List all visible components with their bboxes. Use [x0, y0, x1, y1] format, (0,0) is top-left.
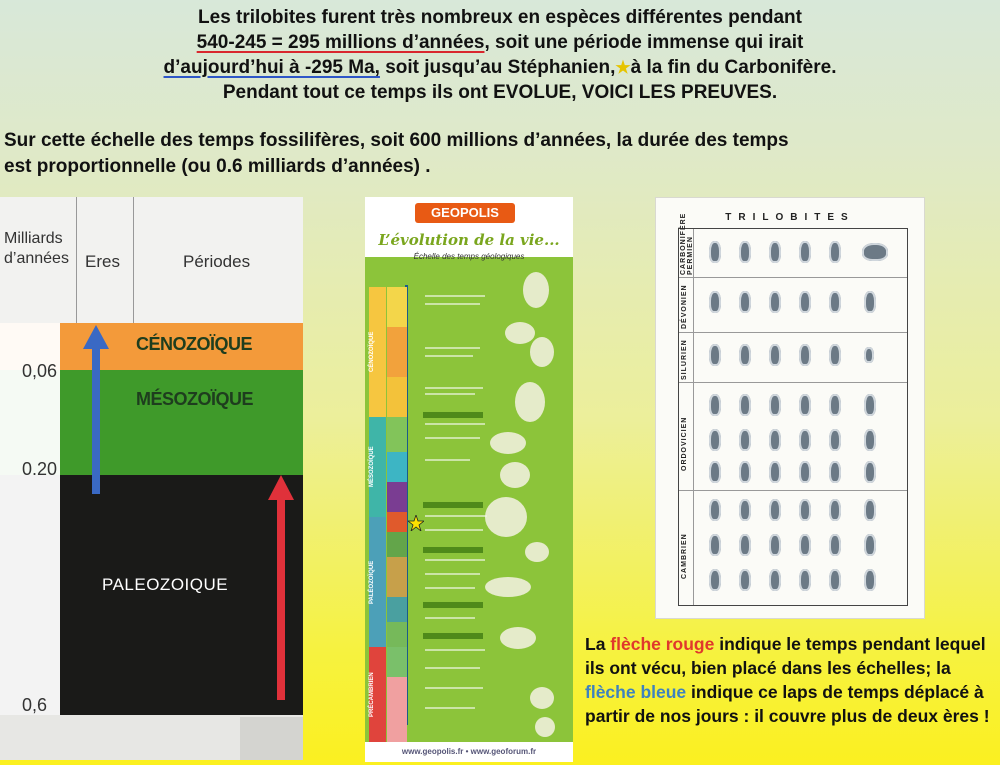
time-scale: [0, 197, 303, 760]
column-header-periodes: Périodes: [183, 252, 251, 271]
today-underlined: d’aujourd’hui à -295 Ma,: [163, 57, 380, 78]
row-label-devonien: DÉVONIEN: [681, 284, 688, 329]
trilobites-chart: [655, 197, 925, 619]
row-label-silurien: SILURIEN: [681, 339, 688, 380]
column-header-milliards: Milliards d’années: [4, 230, 69, 267]
tick-0-6: 0,6: [22, 695, 48, 715]
header-line-3-rest-b: à la fin du Carbonifère.: [630, 57, 837, 78]
header-line-3-rest-a: soit jusqu’au Stéphanien,: [379, 57, 616, 78]
paleozoique-label: PALEOZOIQUE: [102, 575, 229, 594]
header-line-2: [0, 31, 1000, 55]
poster-subtitle: Échelle des temps géologiques: [413, 252, 525, 261]
poster-era-precambrien: PRÉCAMBRIEN: [369, 672, 375, 717]
mesozoique-label: MÉSOZOÏQUE: [136, 389, 254, 409]
header-line-2-rest: , soit une période immense qui irait: [484, 32, 804, 53]
star-icon: [408, 515, 424, 531]
cenozoique-label: CÉNOZOÏQUE: [136, 334, 253, 354]
arrows: [0, 197, 303, 760]
column-header-eres: Eres: [85, 252, 120, 271]
header-line-1: Les trilobites furent très nombreux en espèces différentes pendant: [198, 7, 802, 28]
header-line-4: Pendant tout ce temps ils ont EVOLUE, VOICI LES PREUVES.: [222, 82, 778, 103]
duration-underlined: 540-245 = 295 millions d’années: [196, 32, 485, 53]
blue-arrow-label: flèche bleue: [585, 682, 687, 702]
poster-era-mesozoique: MÉSOZOÏQUE: [369, 446, 375, 488]
arrow-explanation: La flèche rouge indique le temps pendant lequel ils ont vécu, bien placé dans les échelles; la flèche bleue indique ce laps de temps déplacé à partir de nos jours : il couvre plus de deux ères !: [585, 634, 990, 726]
trilobites-title: TRILOBITES: [725, 212, 855, 223]
row-label-carbonifere-permien: CARBONIFÈRE PERMIEN: [680, 212, 694, 275]
tick-0-06: 0,06: [22, 361, 58, 381]
poster-era-cenozoique: CÉNOZOÏQUE: [369, 331, 375, 373]
row-label-cambrien: CAMBRIEN: [681, 533, 688, 579]
tick-0-20: 0.20: [22, 459, 58, 479]
geopolis-poster: [365, 197, 573, 762]
star-icon: ★: [615, 58, 631, 77]
poster-footer: www.geopolis.fr • www.geoforum.fr: [365, 742, 573, 762]
poster-title: L’évolution de la vie...: [378, 231, 560, 249]
intro-line-1: Sur cette échelle des temps fossilifères, soit 600 millions d’années, la durée des temps: [4, 130, 789, 151]
poster-era-paleozoique: PALÉOZOÏQUE: [369, 560, 375, 604]
header-line-3: [0, 56, 1000, 80]
red-arrow-head: [268, 475, 294, 500]
row-label-ordovicien: ORDOVICIEN: [681, 416, 688, 471]
blue-arrow-head: [83, 325, 109, 349]
geopolis-logo: GEOPOLIS: [415, 203, 515, 223]
red-arrow-label: flèche rouge: [610, 634, 715, 654]
blue-arrow-shaft: [92, 349, 100, 494]
red-arrow-shaft: [277, 500, 285, 700]
intro-line-2: est proportionnelle (ou 0.6 milliards d’années) .: [4, 156, 431, 177]
